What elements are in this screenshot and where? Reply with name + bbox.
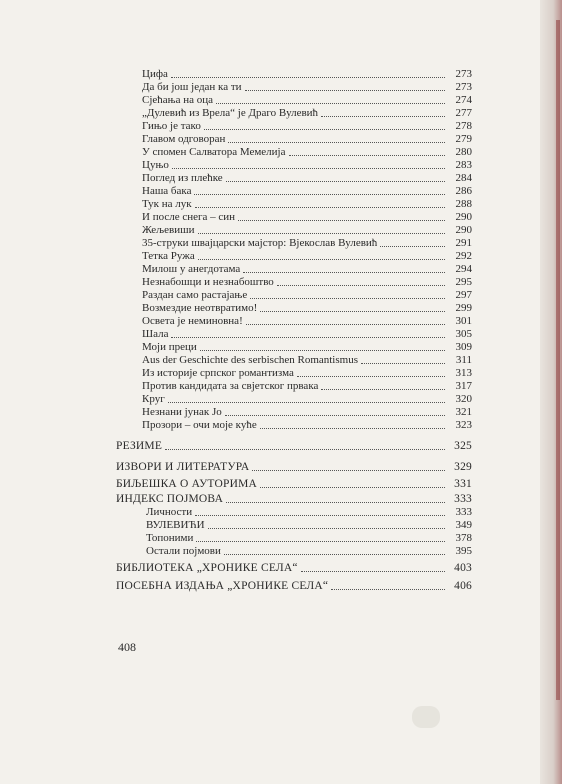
toc-entry-title: Прозори – очи моје куће [142,419,257,431]
toc-entry-page: 288 [455,198,472,210]
dot-leader [171,335,445,338]
toc-entry-title: У спомен Салватора Мемелија [142,146,286,158]
toc-entry-page: 299 [455,302,472,314]
dot-leader [165,447,445,450]
dot-leader [301,569,445,572]
toc-entry [142,120,472,133]
dot-leader [245,88,445,91]
toc-entry-page: 323 [455,419,472,431]
toc-entry [142,133,472,146]
toc-entry-page: 286 [455,185,472,197]
dot-leader [238,218,445,221]
dot-leader [243,270,445,273]
dot-leader [246,322,445,325]
toc-entry-page: 313 [455,367,472,379]
dot-leader [250,296,445,299]
toc-entry-title: „Дулевић из Врела“ је Драго Вулевић [142,107,319,119]
dot-leader [224,552,445,555]
dot-leader [226,500,445,503]
toc-entry [142,237,472,250]
toc-entry-title: Гињо је тако [142,120,201,132]
toc-entry-page: 349 [455,519,472,531]
toc-entry-page: 295 [455,276,472,288]
toc-entry-title: Моји преци [142,341,197,353]
toc-entry-page: 321 [455,406,472,418]
toc-entry-title: Шала [142,328,169,340]
dot-leader [331,587,445,590]
dot-leader [204,127,445,130]
toc-entry-page: 292 [455,250,472,262]
dot-leader [198,231,446,234]
dot-leader [226,179,445,182]
dot-leader [194,192,445,195]
toc-section-title: БИЉЕШКА О АУТОРИМА [116,478,258,490]
toc-entry [142,367,472,380]
toc-entry-title: 35-струки швајцарски мајстор: Вјекослав Вулевић [142,237,378,249]
toc-section-entry [116,440,472,453]
toc-entry [142,354,472,367]
toc-entry [142,146,472,159]
toc-section-title: ИНДЕКС ПОЈМОВА [116,493,224,505]
toc-entry-title: Топоними [146,532,194,544]
toc-entry [142,393,472,406]
toc-entry-title: Да би још један ка ти [142,81,242,93]
toc-entry [142,224,472,237]
toc-section-entry [116,562,472,575]
toc-entry-title: ВУЛЕВИЋИ [146,519,205,531]
toc-entry-title: Из историје српског романтизма [142,367,294,379]
dot-leader [297,374,445,377]
toc-entry [142,68,472,81]
toc-entry-title: Сјећања на оца [142,94,214,106]
toc-entry-title: Освета је неминовна! [142,315,243,327]
toc-entry-page: 290 [455,224,472,236]
toc-entry-title: Незнани јунак Јо [142,406,222,418]
toc-entry [142,341,472,354]
toc-entry [142,159,472,172]
dot-leader [361,361,445,364]
dot-leader [321,387,445,390]
toc-section-title: ПОСЕБНА ИЗДАЊА „ХРОНИКЕ СЕЛА“ [116,580,329,592]
toc-entry-page: 333 [455,506,472,518]
toc-entry [142,315,472,328]
toc-entry [146,506,472,519]
toc-entry [146,545,472,558]
toc-entry-title: Цуњо [142,159,169,171]
dot-leader [289,153,446,156]
toc-entry [142,328,472,341]
toc-entry-page: 311 [455,354,472,366]
toc-entry-title: Тетка Ружа [142,250,195,262]
toc-section-entry [116,461,472,474]
toc-entry [142,185,472,198]
scan-smudge [412,706,440,728]
toc-entry-page: 309 [455,341,472,353]
toc-entry-title: Круг [142,393,165,405]
dot-leader [198,257,445,260]
toc-entry [146,519,472,532]
toc-entry [142,289,472,302]
toc-entry-title: Возмездие неотвратимо! [142,302,258,314]
dot-leader [321,114,445,117]
toc-section-title: БИБЛИОТЕКА „ХРОНИКЕ СЕЛА“ [116,562,298,574]
toc-entry-page: 294 [455,263,472,275]
toc-entry-page: 273 [455,81,472,93]
toc-entry-title: Милош у анегдотама [142,263,241,275]
toc-entry-page: 274 [455,94,472,106]
toc-entry-page: 320 [455,393,472,405]
dot-leader [260,309,445,312]
toc-entry-page: 305 [455,328,472,340]
toc-entry-page: 291 [455,237,472,249]
toc-section-entry [116,478,472,491]
toc-entry-page: 403 [454,562,472,574]
toc-entry [142,107,472,120]
dot-leader [196,539,445,542]
toc-entry-page: 378 [455,532,472,544]
toc-entry-page: 331 [454,478,472,490]
dot-leader [225,413,445,416]
dot-leader [195,205,445,208]
page-number: 408 [118,640,136,654]
dot-leader [168,400,445,403]
toc-section-entry [116,493,472,506]
toc-entry [142,406,472,419]
toc-entry-title: Против кандидата за свјетског првака [142,380,319,392]
dot-leader [260,426,445,429]
toc-entry-title: Личности [146,506,193,518]
dot-leader [171,75,445,78]
toc-section-title: ИЗВОРИ И ЛИТЕРАТУРА [116,461,250,473]
toc-entry-page: 278 [455,120,472,132]
toc-entry [142,172,472,185]
toc-entry-title: Цифа [142,68,168,80]
toc-entry-page: 284 [455,172,472,184]
dot-leader [216,101,445,104]
toc-entry-page: 333 [454,493,472,505]
toc-entry-page: 317 [455,380,472,392]
toc-entry [142,250,472,263]
dot-leader [260,485,445,488]
toc-entry [142,419,472,432]
toc-entry-page: 325 [454,440,472,452]
toc-entry-title: И после снега – син [142,211,236,223]
toc-entry-title: Поглед из плећке [142,172,223,184]
toc-entry-page: 280 [455,146,472,158]
toc-entry [146,532,472,545]
toc-entry [142,380,472,393]
toc-entry-title: Главом одговоран [142,133,226,145]
toc-section-title: РЕЗИМЕ [116,440,163,452]
toc-entry-page: 279 [455,133,472,145]
toc-entry-page: 283 [455,159,472,171]
toc-section-entry [116,580,472,593]
dot-leader [195,513,445,516]
toc-entry-title: Раздан само растајање [142,289,248,301]
toc-entry [142,302,472,315]
toc-entry-title: Остали појмови [146,545,221,557]
dot-leader [200,348,445,351]
toc-entry-page: 290 [455,211,472,223]
toc-entry [142,276,472,289]
toc-entry-title: Жељевиши [142,224,195,236]
dot-leader [172,166,445,169]
toc-entry [142,263,472,276]
dot-leader [277,283,445,286]
toc-entry [142,198,472,211]
dot-leader [208,526,445,529]
toc-entry-page: 297 [455,289,472,301]
toc-entry-page: 273 [455,68,472,80]
toc-entry-page: 277 [455,107,472,119]
toc-entry-title: Незнабошци и незнабоштво [142,276,274,288]
toc-entry [142,211,472,224]
toc-entry-title: Тук на лук [142,198,192,210]
toc-entry-title: Наша бака [142,185,192,197]
toc-entry-page: 301 [455,315,472,327]
toc-entry [142,81,472,94]
toc-entry-page: 329 [454,461,472,473]
dot-leader [252,468,445,471]
dot-leader [228,140,445,143]
toc-entry [142,94,472,107]
toc-entry-title: Aus der Geschichte des serbischen Romantismus [142,354,358,366]
toc-entry-page: 395 [455,545,472,557]
dot-leader [380,244,445,247]
toc-entry-page: 406 [454,580,472,592]
